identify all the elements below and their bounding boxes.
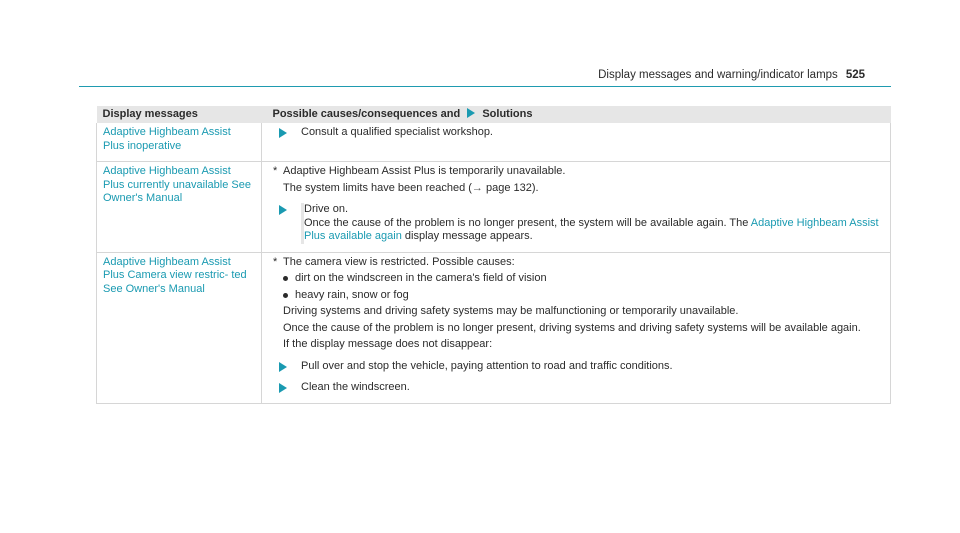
action-item (273, 381, 884, 395)
page-reference-arrow-icon: → (471, 181, 483, 194)
running-head (598, 69, 865, 81)
header-rule (79, 86, 891, 87)
action-body (301, 203, 884, 244)
action-text: Clean the windscreen. (301, 381, 410, 393)
display-message: Adaptive Highbeam Assist Plus Camera view restric- ted See Owner's Manual (97, 252, 262, 403)
action-arrow-icon (279, 205, 287, 215)
cause-note-text: Adaptive Highbeam Assist Plus is temporarily unavailable. (283, 165, 566, 177)
action-description (304, 217, 884, 244)
column-header-causes-label: Possible causes/consequences and (272, 108, 461, 120)
action-arrow-icon (279, 128, 287, 138)
consequence-paragraph: Driving systems and driving safety systems may be malfunctioning or temporarily unavailable. (283, 305, 739, 317)
action-title: Drive on. (304, 203, 349, 215)
list-item: heavy rain, snow or fog (283, 289, 884, 303)
page-reference-link[interactable]: page 132). (485, 181, 539, 194)
action-arrow-icon (279, 362, 287, 372)
display-message: Adaptive Highbeam Assist Plus currently unavailable See Owner's Manual (97, 162, 262, 253)
cause-detail-text: The system limits have been reached ( (283, 181, 472, 194)
action-text: Pull over and stop the vehicle, paying attention to road and traffic conditions. (301, 359, 673, 372)
action-arrow-icon (467, 108, 475, 118)
cause-note (273, 165, 884, 179)
cause-note (273, 256, 884, 270)
cause-note-text: The camera view is restricted. Possible causes: (283, 255, 515, 268)
column-header-messages: Display messages (97, 106, 262, 123)
column-header-causes (262, 106, 891, 123)
causes-cell (262, 123, 891, 162)
page-number: 525 (845, 69, 865, 81)
action-description-end: display message appears. (404, 230, 533, 242)
action-item (273, 126, 884, 140)
causes-list (283, 272, 884, 302)
column-header-solutions-label: Solutions (482, 108, 533, 120)
display-message: Adaptive Highbeam Assist Plus inoperative (97, 123, 262, 162)
table-row (97, 123, 891, 162)
consequence-paragraph: If the display message does not disappear: (283, 338, 493, 350)
display-message-reference: Adaptive Highbeam Assist Plus available again (304, 216, 879, 242)
action-arrow-icon (279, 383, 287, 393)
causes-cell (262, 252, 891, 403)
asterisk-icon: * (273, 255, 278, 268)
list-item: dirt on the windscreen in the camera's field of vision (283, 272, 884, 286)
table-row (97, 252, 891, 403)
consequence-paragraph: Once the cause of the problem is no longer present, driving systems and driving safety systems will be available again. (283, 321, 861, 334)
table-row (97, 162, 891, 253)
action-description-text: Once the cause of the problem is no longer present, the system will be available again. The (304, 216, 749, 229)
table-header-row (97, 106, 891, 123)
action-text: Consult a qualified specialist workshop. (301, 126, 493, 138)
action-item (273, 203, 884, 244)
asterisk-icon: * (273, 165, 278, 177)
cause-detail (273, 182, 884, 196)
running-head-title: Display messages and warning/indicator lamps (598, 69, 838, 81)
display-messages-table (96, 106, 891, 404)
causes-cell (262, 162, 891, 253)
action-item (273, 360, 884, 374)
